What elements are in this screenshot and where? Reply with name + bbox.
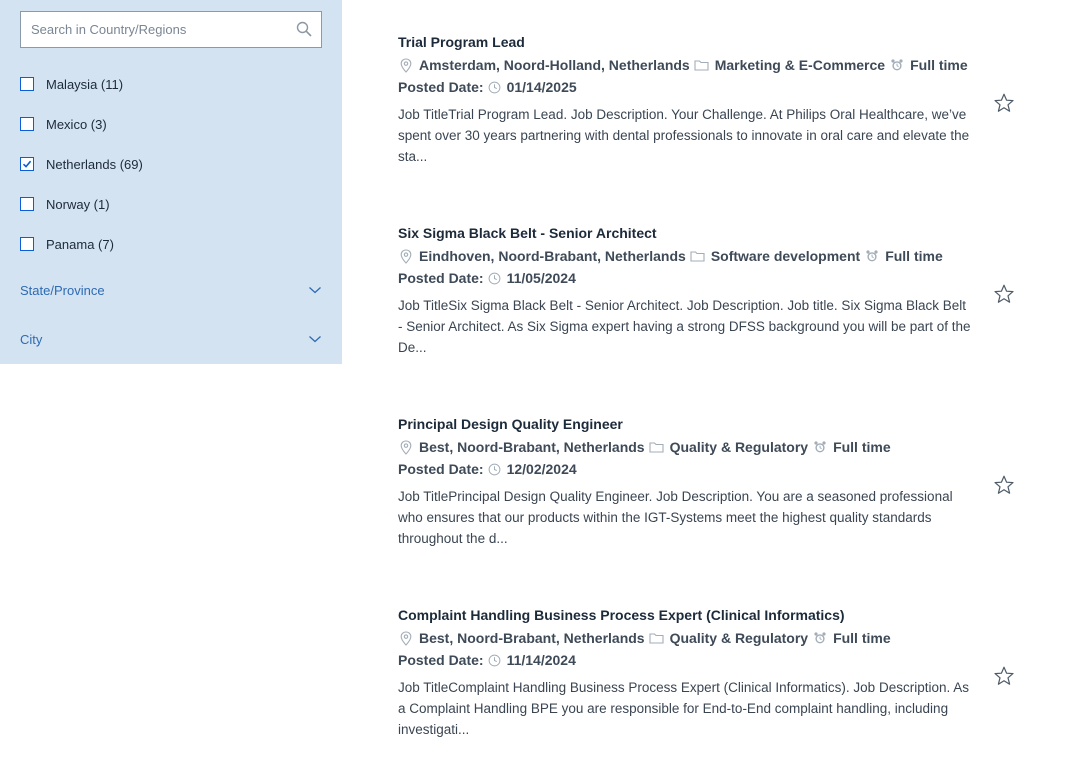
posted-date-row	[398, 77, 577, 97]
posted-date-value: 11/14/2024	[506, 652, 576, 668]
job-card	[398, 416, 1038, 566]
job-location: Best, Noord-Brabant, Netherlands	[419, 630, 645, 646]
folder-icon	[690, 248, 706, 264]
alarm-clock-icon	[812, 630, 828, 646]
job-type: Full time	[833, 439, 891, 455]
alarm-clock-icon	[889, 57, 905, 73]
posted-date-value: 01/14/2025	[506, 79, 577, 95]
job-type: Full time	[833, 630, 891, 646]
chevron-down-icon	[308, 285, 322, 295]
clock-icon	[487, 461, 503, 477]
job-type: Full time	[885, 248, 943, 264]
chevron-down-icon	[308, 334, 322, 344]
posted-date-value: 12/02/2024	[506, 461, 577, 477]
job-title-link[interactable]: Complaint Handling Business Process Expert (Clinical Informatics)	[398, 607, 845, 623]
star-icon[interactable]	[993, 92, 1015, 114]
country-filter-norway[interactable]	[20, 184, 320, 224]
filter-label: Norway (1)	[46, 196, 110, 212]
filter-label: Netherlands (69)	[46, 156, 143, 172]
checkbox[interactable]	[20, 237, 34, 251]
country-search-input[interactable]	[21, 12, 291, 47]
job-description: Job TitleComplaint Handling Business Process Expert (Clinical Informatics). Job Description. As a Complaint Handling BPE you are responsible for End-to-End complaint handling, including investigati...	[398, 680, 969, 737]
clock-icon	[487, 270, 503, 286]
job-title-link[interactable]: Principal Design Quality Engineer	[398, 416, 623, 432]
search-icon[interactable]	[296, 21, 312, 37]
accordion-label: City	[20, 331, 43, 347]
job-category: Marketing & E-Commerce	[714, 57, 886, 73]
posted-date-label: Posted Date:	[398, 79, 484, 95]
job-card	[398, 607, 1038, 757]
job-card	[398, 225, 1038, 375]
filter-label: Malaysia (11)	[46, 76, 124, 92]
checkbox-checked[interactable]	[20, 157, 34, 171]
checkbox[interactable]	[20, 77, 34, 91]
posted-date-label: Posted Date:	[398, 270, 484, 286]
location-pin-icon	[398, 57, 414, 73]
job-category: Software development	[710, 248, 861, 264]
accordion-label: State/Province	[20, 282, 105, 298]
clock-icon	[487, 652, 503, 668]
country-search-box[interactable]	[20, 11, 322, 48]
filter-label: Mexico (3)	[46, 116, 107, 132]
job-type: Full time	[910, 57, 968, 73]
filter-sidebar	[0, 0, 342, 364]
city-accordion[interactable]	[20, 325, 322, 353]
alarm-clock-icon	[812, 439, 828, 455]
checkmark-icon	[22, 159, 32, 169]
country-filter-malaysia[interactable]	[20, 64, 320, 104]
job-title-link[interactable]: Six Sigma Black Belt - Senior Architect	[398, 225, 657, 241]
job-location: Best, Noord-Brabant, Netherlands	[419, 439, 645, 455]
job-location: Eindhoven, Noord-Brabant, Netherlands	[419, 248, 686, 264]
job-category: Quality & Regulatory	[669, 439, 809, 455]
folder-icon	[649, 439, 665, 455]
job-card	[398, 34, 1038, 184]
clock-icon	[487, 79, 503, 95]
job-location: Amsterdam, Noord-Holland, Netherlands	[419, 57, 690, 73]
location-pin-icon	[398, 248, 414, 264]
job-category: Quality & Regulatory	[669, 630, 809, 646]
job-description: Job TitlePrincipal Design Quality Engineer. Job Description. You are a seasoned professional who ensures that our products within the IGT-Systems meet the highest quality standards throughout the d...	[398, 489, 953, 546]
job-title-link[interactable]: Trial Program Lead	[398, 34, 525, 50]
location-pin-icon	[398, 630, 414, 646]
folder-icon	[694, 57, 710, 73]
job-meta	[398, 628, 891, 648]
country-filter-netherlands[interactable]	[20, 144, 320, 184]
star-icon[interactable]	[993, 283, 1015, 305]
job-description: Job TitleTrial Program Lead. Job Description. Your Challenge. At Philips Oral Healthcare, we’ve spent over 30 years partnering with dental professionals to innovate in oral care and elevate the sta...	[398, 107, 970, 164]
country-filter-list	[20, 64, 320, 264]
folder-icon	[649, 630, 665, 646]
country-filter-mexico[interactable]	[20, 104, 320, 144]
posted-date-label: Posted Date:	[398, 461, 484, 477]
filter-label: Panama (7)	[46, 236, 114, 252]
state-province-accordion[interactable]	[20, 276, 322, 304]
posted-date-row	[398, 459, 577, 479]
checkbox[interactable]	[20, 197, 34, 211]
posted-date-row	[398, 650, 576, 670]
job-meta	[398, 55, 968, 75]
posted-date-row	[398, 268, 576, 288]
job-description: Job TitleSix Sigma Black Belt - Senior Architect. Job Description. Job title. Six Sigma Black Belt - Senior Architect. As Six Sigma expert having a strong DFSS background you will be part of the De...	[398, 298, 971, 355]
star-icon[interactable]	[993, 665, 1015, 687]
posted-date-label: Posted Date:	[398, 652, 484, 668]
location-pin-icon	[398, 439, 414, 455]
star-icon[interactable]	[993, 474, 1015, 496]
posted-date-value: 11/05/2024	[506, 270, 576, 286]
job-meta	[398, 437, 891, 457]
checkbox[interactable]	[20, 117, 34, 131]
alarm-clock-icon	[864, 248, 880, 264]
job-meta	[398, 246, 943, 266]
country-filter-panama[interactable]	[20, 224, 320, 264]
